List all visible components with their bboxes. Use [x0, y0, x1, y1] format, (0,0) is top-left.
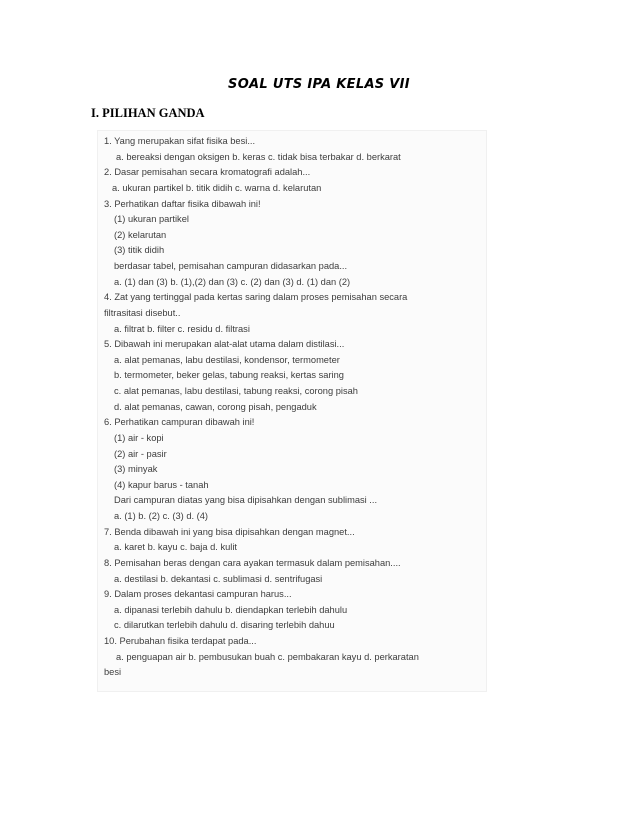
- question-6: 6. Perhatikan campuran dibawah ini!: [104, 417, 255, 428]
- section-heading: I. PILIHAN GANDA: [91, 106, 205, 120]
- list-item: (2) kelarutan: [114, 229, 167, 240]
- answer-options-8: a. destilasi b. dekantasi c. sublimasi d. sentrifugasi: [114, 573, 323, 584]
- answer-options-9-row-2: c. dilarutkan terlebih dahulu d. disaring terlebih dahuu: [114, 620, 335, 631]
- answer-options-6: a. (1) b. (2) c. (3) d. (4): [114, 511, 209, 521]
- question-8: 8. Pemisahan beras dengan cara ayakan termasuk dalam pemisahan....: [104, 557, 401, 568]
- question-1: 1. Yang merupakan sifat fisika besi...: [104, 136, 256, 146]
- question-2: 2. Dasar pemisahan secara kromatografi adalah...: [104, 167, 311, 178]
- answer-options-7: a. karet b. kayu c. baja d. kulit: [114, 542, 237, 553]
- answer-options-4: a. filtrat b. filter c. residu d. filtrasi: [114, 323, 250, 334]
- answer-options-9-row-1: a. dipanasi terlebih dahulu b. diendapkan terlebih dahulu: [114, 604, 348, 615]
- answer-options-2: a. ukuran partikel b. titik didih c. warna d. kelarutan: [112, 182, 322, 193]
- answer-options-10: a. penguapan air b. pembusukan buah c. pembakaran kayu d. perkaratan: [116, 651, 419, 662]
- answer-option-5d: d. alat pemanas, cawan, corong pisah, pengaduk: [114, 401, 317, 412]
- question-3: 3. Perhatikan daftar fisika dibawah ini!: [104, 198, 261, 209]
- answer-options-1: a. bereaksi dengan oksigen b. keras c. tidak bisa terbakar d. berkarat: [116, 151, 401, 162]
- question-9: 9. Dalam proses dekantasi campuran harus...: [104, 589, 292, 600]
- list-item: (2) air - pasir: [114, 448, 167, 459]
- question-list: [101, 134, 487, 681]
- answer-option-5b: b. termometer, beker gelas, tabung reaksi, kertas saring: [114, 370, 344, 381]
- question-4: 4. Zat yang tertinggal pada kertas saring dalam proses pemisahan secara: [104, 292, 408, 303]
- list-item: (3) minyak: [114, 464, 158, 475]
- list-item: (4) kapur barus - tanah: [114, 479, 209, 490]
- answer-options-10-continued: besi: [104, 667, 122, 678]
- question-10: 10. Perubahan fisika terdapat pada...: [104, 636, 257, 646]
- question-3-prompt: berdasar tabel, pemisahan campuran didasarkan pada...: [114, 261, 348, 271]
- answer-option-5c: c. alat pemanas, labu destilasi, tabung reaksi, corong pisah: [114, 386, 358, 396]
- question-6-prompt: Dari campuran diatas yang bisa dipisahkan dengan sublimasi ...: [114, 495, 378, 506]
- answer-option-5a: a. alat pemanas, labu destilasi, kondensor, termometer: [114, 354, 340, 365]
- list-item: (1) ukuran partikel: [114, 214, 189, 225]
- question-4-continued: filtrasitasi disebut..: [104, 307, 181, 318]
- answer-options-3: a. (1) dan (3) b. (1),(2) dan (3) c. (2) dan (3) d. (1) dan (2): [114, 276, 351, 287]
- document-title: SOAL UTS IPA KELAS VII: [228, 77, 410, 92]
- list-item: (3) titik didih: [114, 245, 165, 256]
- question-5: 5. Dibawah ini merupakan alat-alat utama dalam distilasi...: [104, 339, 345, 350]
- question-7: 7. Benda dibawah ini yang bisa dipisahkan dengan magnet...: [104, 526, 355, 537]
- list-item: (1) air - kopi: [114, 432, 164, 443]
